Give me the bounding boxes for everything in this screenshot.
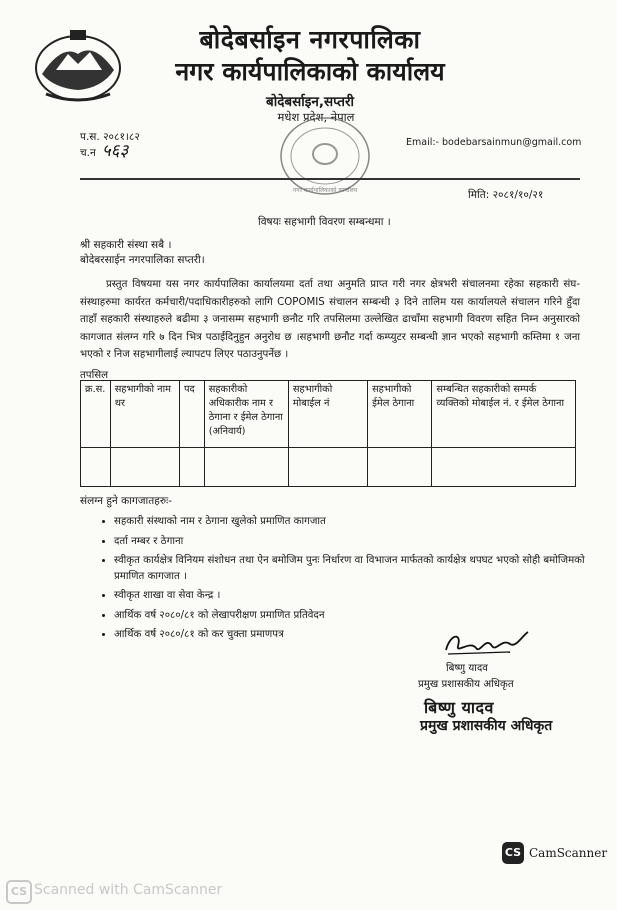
table-header-cell: सहभागीको ईमेल ठेगाना	[368, 381, 432, 448]
list-item: • दर्ता नम्बर र ठेगाना	[114, 534, 594, 550]
table-cell	[110, 448, 179, 487]
province-line: मधेश प्रदेश, नेपाल	[277, 110, 355, 124]
camscanner-watermark-text: Scanned with CamScanner	[34, 882, 223, 898]
header-divider	[80, 178, 580, 180]
nepal-emblem-logo	[32, 24, 124, 104]
table-header-cell: सहभागीको नाम थर	[110, 381, 179, 448]
camscanner-brand: CamScanner	[529, 846, 608, 860]
list-item: • स्वीकृत कार्यक्षेत्र विनियम संशोधन तथा ऐन बमोजिम पुनः निर्धारण वा विभाजन मार्फतको कार्यक्षेत्र थपघट भएको सोही बमोजिमको प्रमाणित कागजात ।	[114, 553, 594, 584]
office-email: Email:- bodebarsainmun@gmail.com	[406, 137, 582, 148]
signatory-title: प्रमुख प्रशासकीय अधिकृत	[418, 679, 514, 690]
chalani-line	[80, 141, 140, 161]
office-location: बोदेबर्साइन,सप्तरी	[266, 94, 354, 110]
list-item: • आर्थिक वर्ष २०८०/८१ को लेखापरीक्षण प्रमाणित प्रतिवेदन	[114, 608, 594, 624]
table-cell	[368, 448, 432, 487]
table-header-cell: सहभागीको मोबाईल नं	[288, 381, 367, 448]
list-item: • आर्थिक वर्ष २०८०/८१ को कर चुक्ता प्रमाणपत्र	[114, 627, 594, 643]
signatory-stamp-title: प्रमुख प्रशासकीय अधिकृत	[420, 718, 553, 734]
camscanner-badge-icon: CS	[502, 842, 524, 864]
recipient-line-1: श्री सहकारी संस्था सबै ।	[80, 239, 172, 251]
handwritten-signature	[440, 626, 532, 662]
table-cell	[204, 448, 288, 487]
participant-table	[80, 380, 576, 487]
letter-subject: विषयः सहभागी विवरण सम्बन्धमा ।	[258, 216, 391, 228]
tapsil-label: तपसिल	[80, 370, 109, 381]
chalani-label: च.न	[80, 147, 96, 159]
letter-date: मिति: २०८१/१०/२१	[468, 189, 544, 201]
table-cell	[81, 448, 111, 487]
camscanner-watermark-icon: CS	[6, 880, 32, 904]
list-item: • स्वीकृत शाखा वा सेवा केन्द्र ।	[114, 588, 594, 604]
letter-body: प्रस्तुत विषयमा यस नगर कार्यपालिका कार्यालयमा दर्ता तथा अनुमति प्राप्त गरी नगर क्षेत्रभरी संचालनमा रहेका सहकारी संघ-संस्थाहरुमा कार्यरत कर्मचारी/पदाधिकारीहरुको लागि COPOMIS संचालन सम्बन्धी ३ दिने तालिम यस कार्यालयले संचालन गरिने हुँदा ताहाँ सहकारी संस्थाहरुले बढीमा ३ जनासम्म सहभागी छनौट गरि तपसिलमा उल्लेखित ढाचाँमा सहभागी विवरण सहित निम्न अनुसारको कागजात संलग्न गरि ७ दिन भित्र पठाईदिनुहुन अनुरोध छ ।सहभागी छनौट गर्दा कम्प्युटर सम्बन्धी ज्ञान भएको सहभागी कम्तिमा १ जना भएको र निज सहभागीलाई ल्यापटप लिएर पठाउनुपर्नेछ ।	[80, 279, 580, 360]
office-seal-stamp	[276, 112, 374, 200]
recipient-line-2: बोदेबरसाईन नगरपालिका सप्तरी।	[80, 254, 205, 266]
signatory-name: बिष्णु यादव	[446, 663, 488, 674]
table-header-row	[81, 381, 576, 448]
office-name: नगर कार्यपालिकाको कार्यालय	[175, 57, 445, 86]
list-item: • सहकारी संस्थाको नाम र ठेगाना खुलेको प्रमाणित कागजात	[114, 514, 594, 530]
table-cell	[179, 448, 204, 487]
table-cell	[432, 448, 576, 487]
municipality-name: बोदेबर्साइन नगरपालिका	[199, 25, 421, 54]
attachments-title: संलग्न हुने कागजातहरुः-	[80, 495, 173, 507]
table-header-cell: क्र.स.	[81, 381, 111, 448]
patra-sankhya: प.स. २०८१।८२	[80, 131, 140, 143]
table-row	[81, 448, 576, 487]
chalani-number: ५६३	[101, 141, 129, 161]
table-cell	[288, 448, 367, 487]
table-header-cell: पद	[179, 381, 204, 448]
table-header-cell: सम्बन्धित सहकारीको सम्पर्क व्यक्तिको मोबाईल नं. र ईमेल ठेगाना	[432, 381, 576, 448]
recipient-block	[80, 238, 205, 268]
table-header-cell: सहकारीको अधिकारीक नाम र ठेगाना र ईमेल ठेगाना (अनिवार्य)	[204, 381, 288, 448]
svg-text:नगर कार्यपालिकाको कार्यालय: नगर कार्यपालिकाको कार्यालय	[292, 187, 358, 194]
reference-block	[80, 130, 140, 160]
signatory-stamp-name: बिष्णु यादव	[424, 698, 494, 717]
